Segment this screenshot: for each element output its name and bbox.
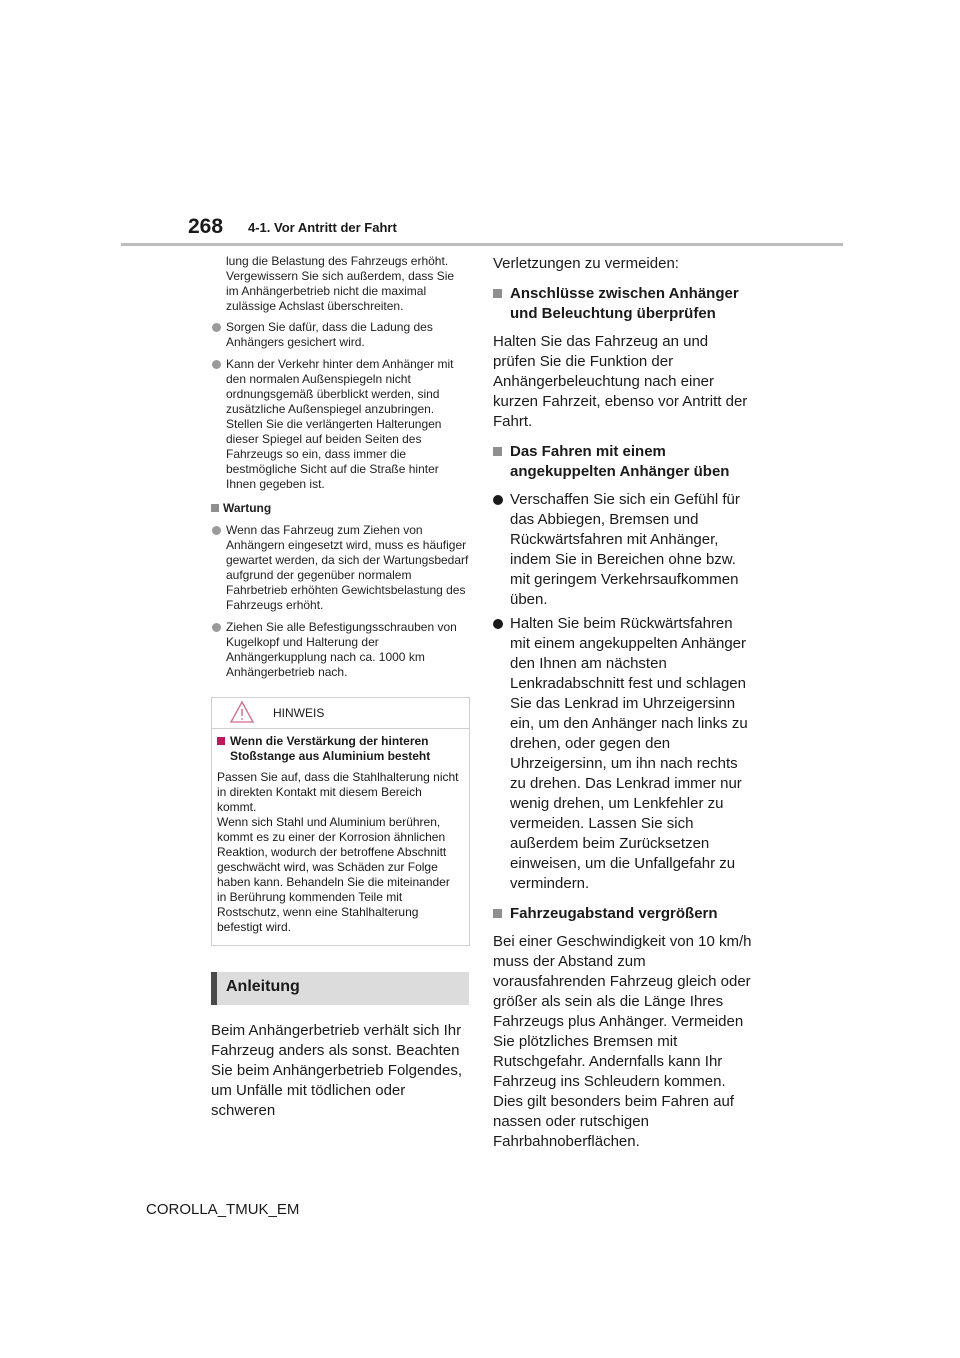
anleitung-section-header: Anleitung xyxy=(211,972,469,1005)
section-heading: Das Fahren mit einem angekuppelten Anhänger üben xyxy=(493,442,753,482)
notice-text: Wenn sich Stahl und Aluminium berühren, kommt es zu einer der Korrosion ähnlichen Reaktion, wodurch der betroffene Abschnitt geschwächt wird, was Schäden zur Folge haben kann. Behandeln Sie die miteinander in Berührung kommenden Teile mit Rostschutz, wenn eine Stahlhalterung befestigt wird. xyxy=(217,815,450,934)
square-bullet-icon xyxy=(493,447,502,456)
notice-box xyxy=(211,697,470,946)
square-bullet-icon xyxy=(211,504,219,512)
bullet-icon xyxy=(493,495,503,505)
section-paragraph: Bei einer Geschwindigkeit von 10 km/h muss der Abstand zum vorausfahrenden Fahrzeug gleich oder größer als sein als die Länge Ihres Fahrzeugs plus Anhänger. Vermeiden Sie plötzliches Bremsen mit Rutschgefahr. Andernfalls kann Ihr Fahrzeug ins Schleudern kommen. Dies gilt besonders beim Fahren auf nassen oder rutschigen Fahrbahnoberflächen. xyxy=(493,933,752,1150)
notice-header xyxy=(212,698,469,729)
bullet-icon xyxy=(212,360,221,369)
list-item: Verschaffen Sie sich ein Gefühl für das Abbiegen, Bremsen und Rückwärtsfahren mit Anhänger, indem Sie in Bereichen ohne bzw. mit geringem Verkehrsaufkommen üben. xyxy=(493,490,753,610)
list-item: Kann der Verkehr hinter dem Anhänger mit den normalen Außenspiegeln nicht ordnungsgemäß überblickt werden, sind zusätzliche Außenspiegel anzubringen. Stellen Sie die verlängerten Halterungen dieser Spiegel auf beiden Seiten des Fahrzeugs so ein, dass immer die bestmögliche Sicht auf die Straße hinter Ihnen gegeben ist. xyxy=(211,357,469,492)
notice-label: HINWEIS xyxy=(273,706,325,720)
section-heading: Fahrzeugabstand vergrößern xyxy=(493,904,753,924)
intro-continuation: lung die Belastung des Fahrzeugs erhöht. Vergewissern Sie sich außerdem, dass Sie im Anhängerbetrieb nicht die maximal zulässige Achslast überschreiten. xyxy=(226,254,455,313)
notice-body xyxy=(212,729,469,945)
right-column xyxy=(493,254,753,1152)
list-item: Ziehen Sie alle Befestigungsschrauben von Kugelkopf und Halterung der Anhängerkupplung nach ca. 1000 km Anhängerbetrieb nach. xyxy=(211,620,469,680)
list-item: Wenn das Fahrzeug zum Ziehen von Anhängern eingesetzt wird, muss es häufiger gewartet werden, da sich der Wartungsbedarf aufgrund der gegenüber normalem Fahrbetrieb erhöhten Gewichtsbelastung des Fahrzeugs erhöht. xyxy=(211,523,469,613)
notice-text: Passen Sie auf, dass die Stahlhalterung nicht in direkten Kontakt mit diesem Bereich kommt. xyxy=(217,770,459,814)
bullet-icon xyxy=(212,323,221,332)
square-bullet-icon xyxy=(217,737,225,745)
page-number: 268 xyxy=(188,215,224,238)
bullet-icon xyxy=(493,619,503,629)
square-bullet-icon xyxy=(493,289,502,298)
left-column xyxy=(211,254,469,1121)
square-bullet-icon xyxy=(493,909,502,918)
wartung-heading: Wartung xyxy=(211,501,469,516)
header-divider xyxy=(121,243,843,246)
notice-heading: Wenn die Verstärkung der hinteren Stoßstange aus Aluminium besteht xyxy=(217,734,462,764)
document-footer: COROLLA_TMUK_EM xyxy=(146,1201,300,1218)
list-item: Halten Sie beim Rückwärtsfahren mit einem angekuppelten Anhänger den Ihnen am nächsten Lenkradabschnitt fest und schlagen Sie das Lenkrad im Uhrzeigersinn ein, um den Anhänger nach links zu drehen, oder gegen den Uhrzeigersinn, um ihn nach rechts zu drehen. Das Lenkrad immer nur wenig drehen, um Lenkfehler zu vermeiden. Lassen Sie sich außerdem beim Zurücksetzen einweisen, um die Unfallgefahr zu vermindern. xyxy=(493,614,753,894)
section-heading: Anschlüsse zwischen Anhänger und Beleuchtung überprüfen xyxy=(493,284,753,324)
section-paragraph: Halten Sie das Fahrzeug an und prüfen Sie die Funktion der Anhängerbeleuchtung nach einer kurzen Fahrzeit, ebenso vor Antritt der Fahrt. xyxy=(493,333,748,430)
bullet-icon xyxy=(212,623,221,632)
warning-triangle-icon xyxy=(229,700,255,724)
bullet-icon xyxy=(212,526,221,535)
list-item: Sorgen Sie dafür, dass die Ladung des Anhängers gesichert wird. xyxy=(211,320,469,350)
anleitung-paragraph: Beim Anhängerbetrieb verhält sich Ihr Fahrzeug anders als sonst. Beachten Sie beim Anhängerbetrieb Folgendes, um Unfälle mit tödlichen oder schweren xyxy=(211,1022,463,1119)
section-title: 4-1. Vor Antritt der Fahrt xyxy=(248,220,397,235)
continuation-paragraph: Verletzungen zu vermeiden: xyxy=(493,255,679,272)
